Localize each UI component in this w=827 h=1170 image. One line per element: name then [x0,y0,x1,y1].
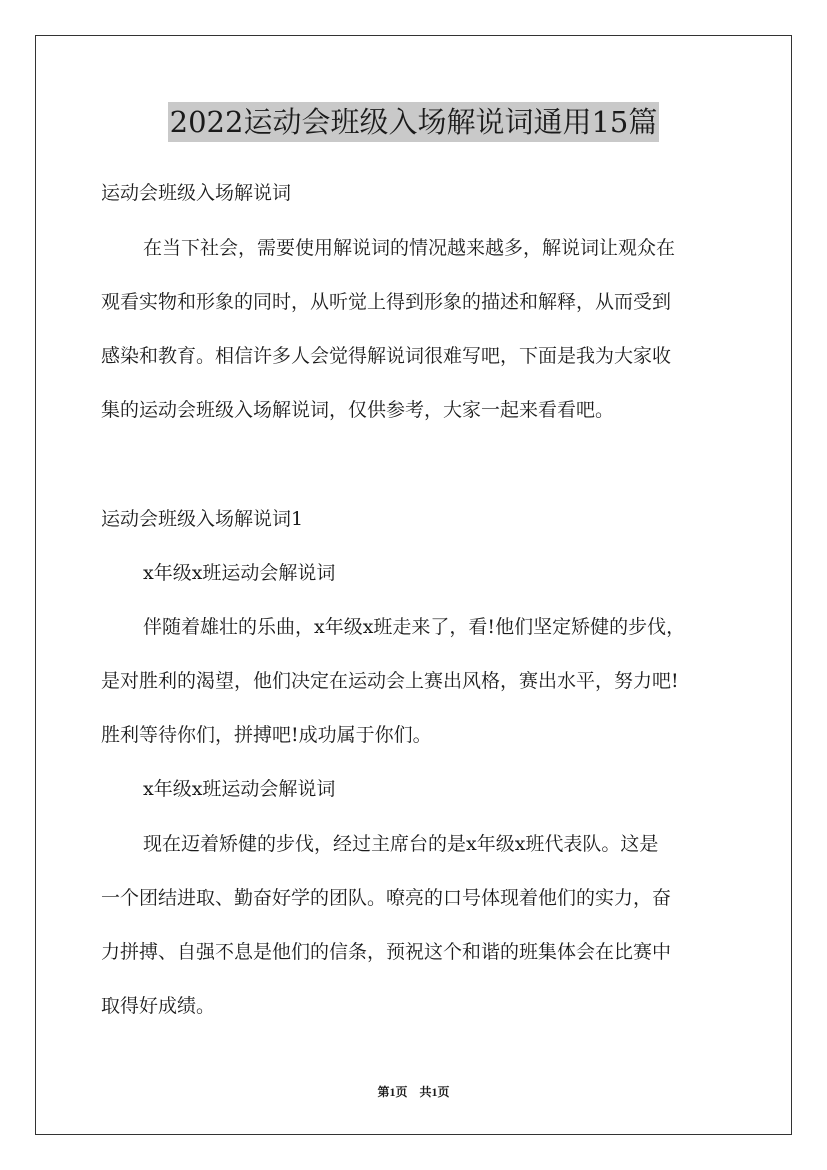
paragraph-line: 力拼搏、自强不息是他们的信条，预祝这个和谐的班集体会在比赛中 [101,941,672,963]
intro-line: 在当下社会，需要使用解说词的情况越来越多，解说词让观众在 [143,237,676,259]
page-footer [0,1084,827,1100]
paragraph-line: 一个团结进取、勤奋好学的团队。嘹亮的口号体现着他们的实力，奋 [101,887,672,909]
paragraph-line: 是对胜利的渴望，他们决定在运动会上赛出风格，赛出水平，努力吧! [101,670,679,692]
title-container [0,102,827,142]
page-total: 共1页 [419,1085,450,1099]
sub-heading: x年级x班运动会解说词 [143,562,336,584]
sub-heading: x年级x班运动会解说词 [143,778,336,800]
intro-line: 集的运动会班级入场解说词，仅供参考，大家一起来看看吧。 [101,399,615,421]
section-heading: 运动会班级入场解说词1 [101,508,304,530]
page-number: 第1页 [377,1085,408,1099]
paragraph-line: 现在迈着矫健的步伐，经过主席台的是x年级x班代表队。这是 [143,833,659,855]
paragraph-line: 胜利等待你们，拼搏吧!成功属于你们。 [101,724,432,746]
intro-heading: 运动会班级入场解说词 [101,182,292,204]
paragraph-line: 伴随着雄壮的乐曲，x年级x班走来了，看!他们坚定矫健的步伐， [143,616,686,638]
paragraph-line: 取得好成绩。 [101,995,216,1017]
intro-line: 感染和教育。相信许多人会觉得解说词很难写吧，下面是我为大家收 [101,345,672,367]
intro-line: 观看实物和形象的同时，从听觉上得到形象的描述和解释，从而受到 [101,291,672,313]
document-title: 2022运动会班级入场解说词通用15篇 [168,102,660,142]
